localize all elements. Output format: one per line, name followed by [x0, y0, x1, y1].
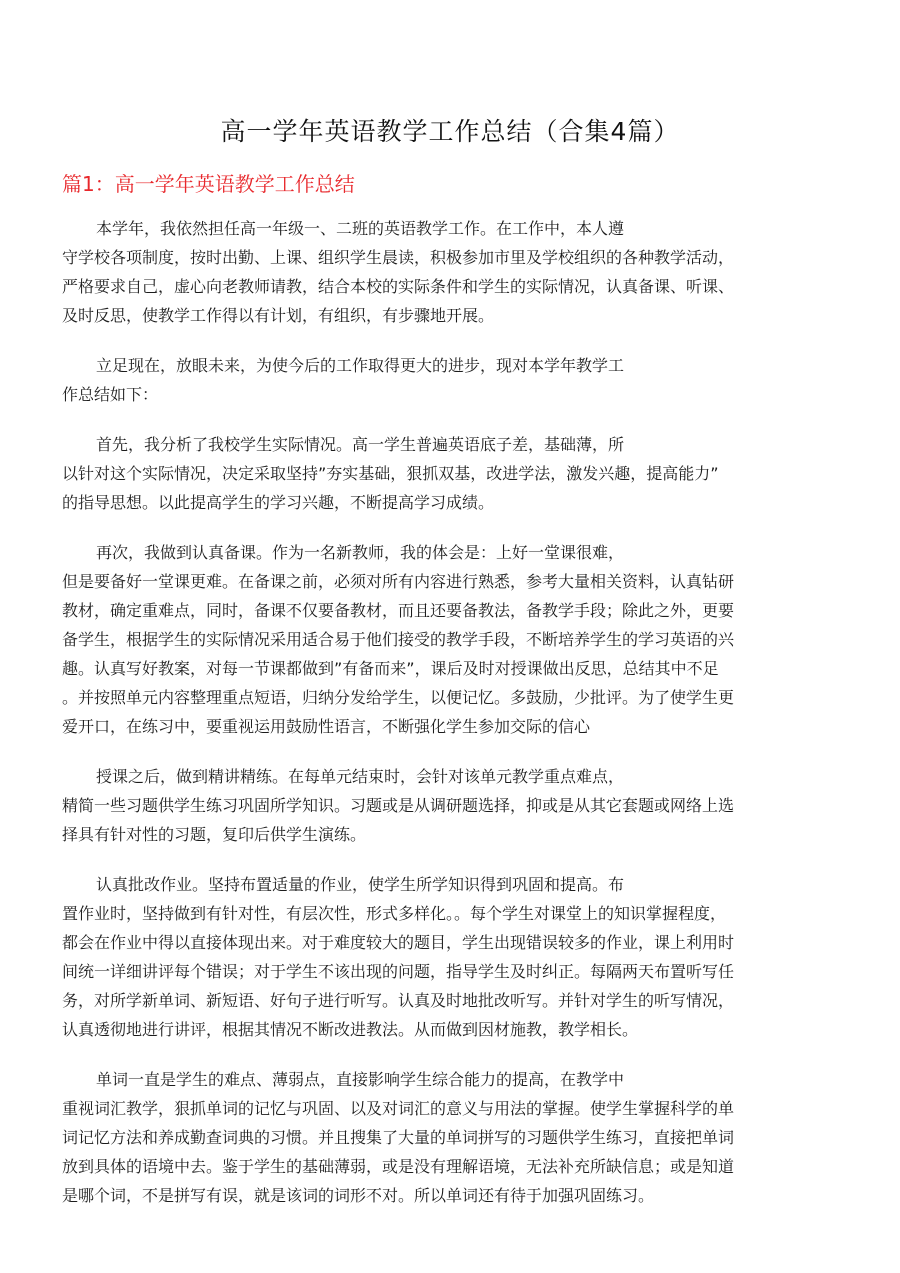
- section-heading: 篇1：高一学年英语教学工作总结: [62, 172, 355, 196]
- text-line: 。并按照单元内容整理重点短语，归纳分发给学生，以便记忆。多鼓励，少批评。为了使学生更: [62, 688, 735, 707]
- paragraph: [62, 351, 834, 409]
- text-line: 认真透彻地进行讲评，根据其情况不断改进教法。从而做到因材施教，教学相长。: [62, 1020, 639, 1039]
- text-line: 务，对所学新单词、新短语、好句子进行听写。认真及时地批改听写。并针对学生的听写情况，: [62, 991, 735, 1010]
- text-line: 置作业时，坚持做到有针对性，有层次性，形式多样化。。每个学生对课堂上的知识掌握程度，: [62, 904, 727, 923]
- text-line: 严格要求自己，虚心向老教师请教，结合本校的实际条件和学生的实际情况，认真备课、听课、: [62, 277, 735, 296]
- text-line: 的指导思想。以此提高学生的学习兴趣，不断提高学习成绩。: [62, 493, 495, 512]
- paragraph: [62, 870, 834, 1044]
- text-line: 择具有针对性的习题，复印后供学生演练。: [62, 825, 367, 844]
- paragraph: [62, 1065, 834, 1210]
- paragraph: [62, 430, 834, 517]
- text-line: 及时反思，使教学工作得以有计划，有组织，有步骤地开展。: [62, 306, 495, 325]
- text-line: 是哪个词，不是拼写有误，就是该词的词形不对。所以单词还有待于加强巩固练习。: [62, 1186, 655, 1205]
- text-line: 精简一些习题供学生练习巩固所学知识。习题或是从调研题选择，抑或是从其它套题或网络上选: [62, 796, 735, 815]
- paragraph: [62, 762, 834, 849]
- text-line: 首先，我分析了我校学生实际情况。高一学生普遍英语底子差，基础薄，所: [96, 435, 625, 454]
- document-body: [62, 214, 834, 1231]
- text-line: 立足现在，放眼未来，为使今后的工作取得更大的进步，现对本学年教学工: [96, 356, 625, 375]
- text-line: 守学校各项制度，按时出勤、上课、组织学生晨读，积极参加市里及学校组织的各种教学活动，: [62, 248, 735, 267]
- text-line: 以针对这个实际情况，决定采取坚持”夯实基础，狠抓双基，改进学法，激发兴趣，提高能力”: [62, 464, 719, 483]
- text-line: 授课之后，做到精讲精练。在每单元结束时，会针对该单元教学重点难点，: [96, 767, 625, 786]
- text-line: 备学生，根据学生的实际情况采用适合易于他们接受的教学手段，不断培养学生的学习英语的兴: [62, 630, 735, 649]
- paragraph: [62, 538, 834, 741]
- text-line: 放到具体的语境中去。鉴于学生的基础薄弱，或是没有理解语境，无法补充所缺信息；或是知道: [62, 1157, 735, 1176]
- text-line: 重视词汇教学，狠抓单词的记忆与巩固、以及对词汇的意义与用法的掌握。使学生掌握科学的单: [62, 1099, 735, 1118]
- text-line: 再次，我做到认真备课。作为一名新教师，我的体会是：上好一堂课很难，: [96, 543, 625, 562]
- text-line: 都会在作业中得以直接体现出来。对于难度较大的题目，学生出现错误较多的作业，课上利用时: [62, 933, 735, 952]
- text-line: 趣。认真写好教案，对每一节课都做到”有备而来”，课后及时对授课做出反思，总结其中不足: [62, 659, 719, 678]
- text-line: 间统一详细讲评每个错误；对于学生不该出现的问题，指导学生及时纠正。每隔两天布置听写任: [62, 962, 735, 981]
- text-line: 本学年，我依然担任高一年级一、二班的英语教学工作。在工作中，本人遵: [96, 219, 625, 238]
- text-line: 作总结如下：: [62, 385, 159, 404]
- document-title: 高一学年英语教学工作总结（合集4篇）: [220, 117, 680, 146]
- text-line: 认真批改作业。坚持布置适量的作业，使学生所学知识得到巩固和提高。布: [96, 875, 625, 894]
- paragraph: [62, 214, 834, 330]
- text-line: 但是要备好一堂课更难。在备课之前，必须对所有内容进行熟悉，参考大量相关资料，认真钻研: [62, 572, 735, 591]
- text-line: 爱开口，在练习中，要重视运用鼓励性语言，不断强化学生参加交际的信心: [62, 717, 591, 736]
- text-line: 词记忆方法和养成勤查词典的习惯。并且搜集了大量的单词拼写的习题供学生练习，直接把单词: [62, 1128, 735, 1147]
- text-line: 单词一直是学生的难点、薄弱点，直接影响学生综合能力的提高，在教学中: [96, 1070, 625, 1089]
- text-line: 教材，确定重难点，同时，备课不仅要备教材，而且还要备教法，备教学手段；除此之外，更要: [62, 601, 735, 620]
